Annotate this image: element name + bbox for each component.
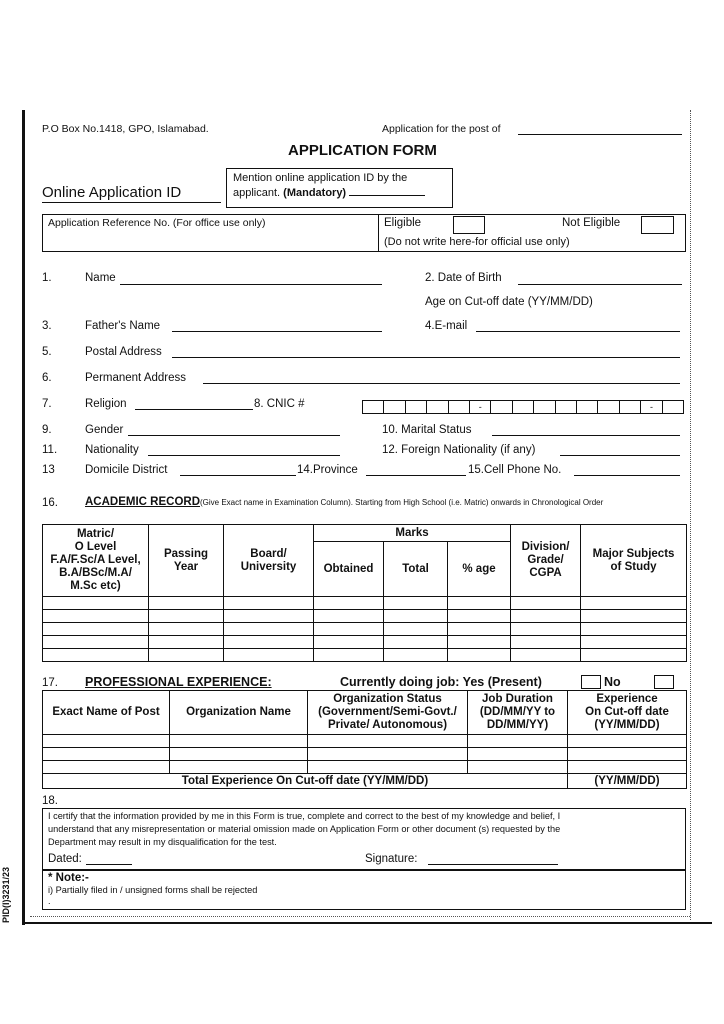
field-6-num: 6. (42, 372, 52, 384)
col-post-header: Exact Name of Post (43, 691, 170, 735)
cell-phone-label: 15.Cell Phone No. (468, 464, 562, 476)
col-passing-year-header: Passing Year (149, 525, 224, 597)
col-pct-header: % age (448, 542, 511, 597)
marital-status-label: 10. Marital Status (382, 424, 472, 436)
online-id-input-line[interactable] (42, 202, 221, 203)
academic-note: (Give Exact name in Examination Column). Starting from High School (i.e. Matric) onwards in Chronological Order (200, 498, 604, 507)
cnic-dash-1: - (470, 401, 491, 413)
table-row[interactable] (43, 597, 687, 610)
table-row[interactable] (43, 735, 687, 748)
nationality-input-line[interactable] (148, 455, 340, 456)
eligible-label: Eligible (384, 217, 422, 229)
nationality-label: Nationality (85, 444, 139, 456)
online-id-note-prefix: applicant. (233, 187, 281, 199)
table-row[interactable] (43, 761, 687, 774)
left-border-bar (22, 110, 25, 925)
cnic-boxes[interactable] (362, 400, 684, 414)
col-marks-header: Marks (314, 525, 511, 542)
post-label: Application for the post of (382, 123, 501, 135)
col-experience-header: Experience On Cut-off date (YY/MM/DD) (568, 691, 687, 735)
field-11-num: 11. (42, 444, 58, 456)
not-eligible-checkbox[interactable] (641, 216, 674, 234)
no-checkbox[interactable] (654, 675, 674, 689)
field-3-num: 3. (42, 320, 52, 332)
yes-checkbox[interactable] (581, 675, 601, 689)
col-obtained-header: Obtained (314, 542, 384, 597)
total-experience-label: Total Experience On Cut-off date (YY/MM/DD) (43, 774, 568, 789)
online-id-note-input-line[interactable] (349, 195, 425, 196)
father-name-label: Father's Name (85, 320, 161, 332)
permanent-address-label: Permanent Address (85, 372, 187, 384)
domicile-input-line[interactable] (180, 475, 296, 476)
name-input-line[interactable] (120, 284, 382, 285)
online-id-note-box (226, 168, 453, 208)
cnic-dash-2: - (641, 401, 662, 413)
foreign-nationality-label: 12. Foreign Nationality (if any) (382, 444, 536, 456)
academic-title (85, 496, 603, 508)
ref-no-label: Application Reference No. (For office use only) (48, 217, 266, 229)
province-label: 14.Province (297, 464, 358, 476)
academic-num: 16. (42, 497, 58, 509)
eligible-checkbox[interactable] (453, 216, 485, 234)
col-status-header: Organization Status (Government/Semi-Govt./ Private/ Autonomous) (308, 691, 468, 735)
religion-label: Religion (85, 398, 127, 410)
declaration-num: 18. (42, 795, 58, 807)
dob-input-line[interactable] (518, 284, 682, 285)
dob-label: 2. Date of Birth (425, 272, 502, 284)
declaration-line-3: Department may result in my disqualification for the test. (48, 837, 277, 847)
col-org-header: Organization Name (170, 691, 308, 735)
bottom-rule (22, 922, 712, 924)
field-1-num: 1. (42, 272, 52, 284)
experience-title: PROFESSIONAL EXPERIENCE: (85, 675, 272, 689)
experience-table (42, 690, 687, 789)
marital-status-input-line[interactable] (492, 435, 680, 436)
field-9-num: 9. (42, 424, 52, 436)
col-subjects-header: Major Subjects of Study (581, 525, 687, 597)
note-item-2: . (48, 896, 51, 906)
province-input-line[interactable] (366, 475, 466, 476)
col-board-header: Board/ University (224, 525, 314, 597)
current-job-label: Currently doing job: Yes (Present) (340, 675, 542, 689)
col-exam-header: Matric/ O Level F.A/F.Sc/A Level, B.A/BSc/M.A/ M.Sc etc) (43, 525, 149, 597)
table-row[interactable] (43, 748, 687, 761)
table-row[interactable] (43, 649, 687, 662)
academic-heading: ACADEMIC RECORD (85, 496, 200, 508)
experience-num: 17. (42, 677, 58, 689)
office-use-divider (378, 214, 379, 252)
table-row[interactable] (43, 636, 687, 649)
col-duration-header: Job Duration (DD/MM/YY to DD/MM/YY) (468, 691, 568, 735)
po-box-address: P.O Box No.1418, GPO, Islamabad. (42, 123, 209, 135)
field-5-num: 5. (42, 346, 52, 358)
foreign-nationality-input-line[interactable] (560, 455, 680, 456)
declaration-line-1: I certify that the information provided by me in this Form is true, complete and correct to the best of my knowledge and belief, I (48, 811, 561, 821)
postal-address-label: Postal Address (85, 346, 162, 358)
field-7-num: 7. (42, 398, 52, 410)
col-division-header: Division/ Grade/ CGPA (511, 525, 581, 597)
page-title: APPLICATION FORM (288, 142, 437, 159)
post-input-line[interactable] (518, 134, 682, 135)
field-13-num: 13 (42, 464, 55, 476)
online-id-label: Online Application ID (42, 184, 182, 201)
age-cutoff-label: Age on Cut-off date (YY/MM/DD) (425, 296, 593, 308)
religion-input-line[interactable] (135, 409, 253, 410)
name-label: Name (85, 272, 116, 284)
gender-input-line[interactable] (128, 435, 340, 436)
email-label: 4.E-mail (425, 320, 468, 332)
col-total-header: Total (384, 542, 448, 597)
domicile-label: Domicile District (85, 464, 168, 476)
cell-phone-input-line[interactable] (574, 475, 680, 476)
online-id-note-line1: Mention online application ID by the (233, 172, 408, 184)
table-row[interactable] (43, 610, 687, 623)
right-dotted-border (690, 110, 691, 920)
signature-label: Signature: (365, 853, 418, 865)
gender-label: Gender (85, 424, 124, 436)
academic-table (42, 524, 687, 662)
dated-input-line[interactable] (86, 864, 132, 865)
official-use-note: (Do not write here-for official use only) (384, 236, 570, 248)
side-code: PID(I)3231/23 (1, 866, 11, 923)
mandatory-note: (Mandatory) (283, 187, 347, 199)
declaration-line-2: understand that any misrepresentation or material omission made on Application Form or other document (s) requested by the (48, 824, 561, 834)
total-experience-value[interactable]: (YY/MM/DD) (568, 774, 687, 789)
email-input-line[interactable] (476, 331, 680, 332)
note-title: * Note:- (48, 872, 89, 884)
dated-label: Dated: (48, 853, 82, 865)
father-name-input-line[interactable] (172, 331, 382, 332)
no-label: No (604, 675, 621, 689)
not-eligible-label: Not Eligible (562, 217, 621, 229)
bottom-dotted-border (30, 916, 690, 917)
postal-address-input-line[interactable] (172, 357, 680, 358)
note-item-1: i) Partially filed in / unsigned forms shall be rejected (48, 885, 258, 895)
signature-input-line[interactable] (428, 864, 558, 865)
table-row[interactable] (43, 623, 687, 636)
cnic-label: 8. CNIC # (254, 398, 305, 410)
permanent-address-input-line[interactable] (203, 383, 680, 384)
